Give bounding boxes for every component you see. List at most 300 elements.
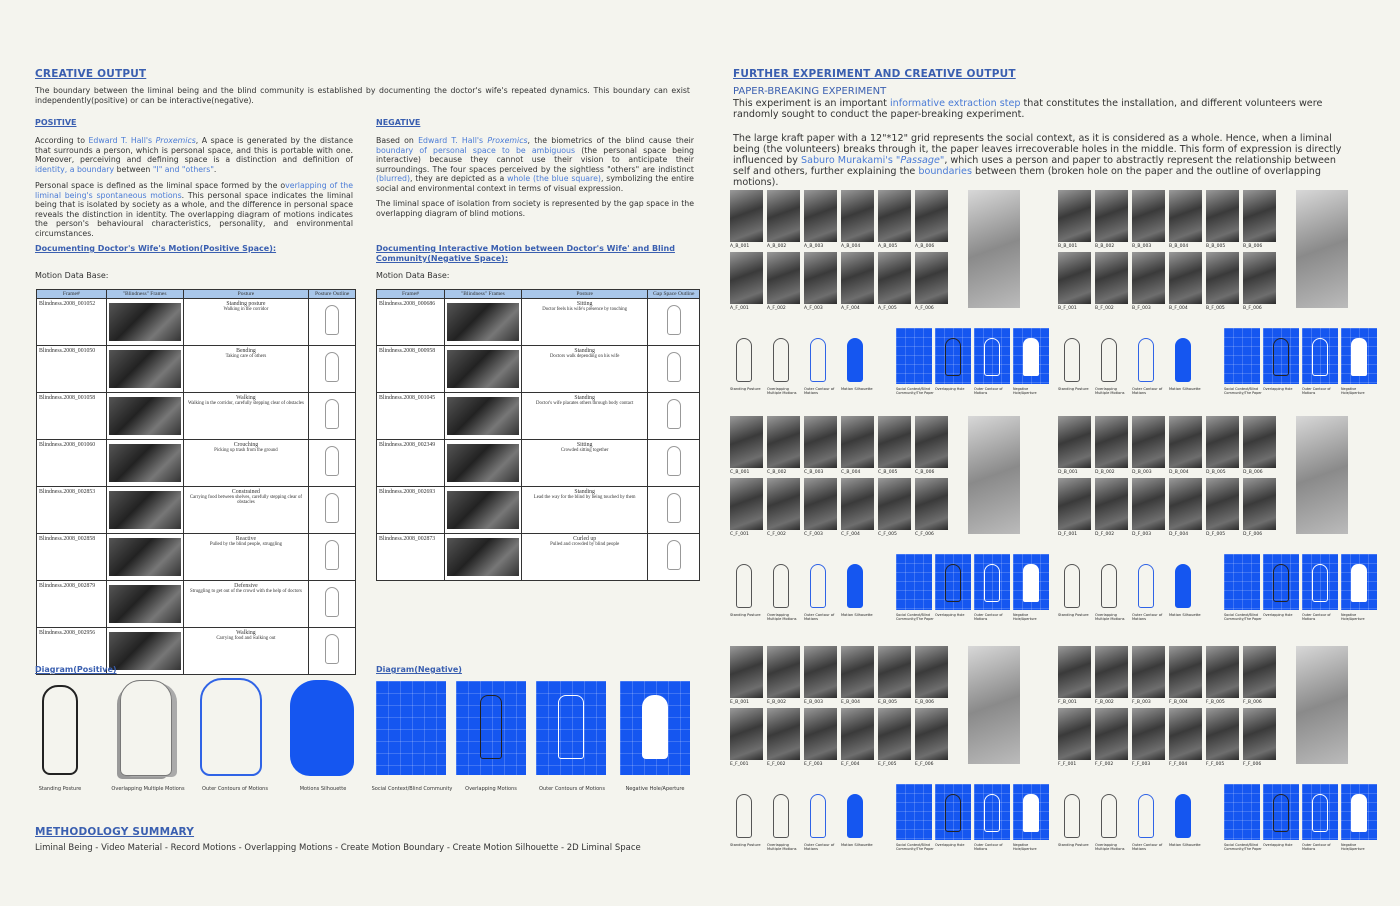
paper-grid-card <box>935 554 971 610</box>
photo-caption: E_B_001 <box>730 700 750 705</box>
motion-silhouette <box>1138 794 1154 838</box>
silhouette-caption: Standing Posture <box>1058 387 1089 391</box>
paper-breaking-subtitle: PAPER-BREAKING EXPERIMENT <box>733 86 887 97</box>
experiment-photo <box>878 478 911 530</box>
outline-cell <box>309 299 356 346</box>
experiment-photo <box>1243 646 1276 698</box>
photo-caption: B_F_004 <box>1169 306 1188 311</box>
experiment-photo <box>878 708 911 760</box>
motion-silhouette <box>1138 564 1154 608</box>
experiment-photo <box>1206 416 1239 468</box>
experiment-photo <box>1058 252 1091 304</box>
paper-card-caption: Overlapping Hole <box>1263 843 1293 847</box>
silhouette-caption: Outer Contour of Motions <box>1132 613 1163 621</box>
neg-diag-label-social: Social Context/Blind Community <box>371 786 453 792</box>
posture-cell: Walking Walking in the corridor, carefully stepping clear of obstacles <box>183 393 309 440</box>
photo-caption: D_F_003 <box>1132 532 1152 537</box>
paper-card-caption: Negative Hole/Aperture <box>1013 843 1037 851</box>
experiment-photo <box>1095 252 1128 304</box>
photo-caption: D_F_004 <box>1169 532 1189 537</box>
photo-caption: B_B_004 <box>1169 244 1189 249</box>
motion-silhouette <box>736 564 752 608</box>
overlapped-photo <box>1296 416 1348 534</box>
photo-caption: A_B_001 <box>730 244 750 249</box>
frame-id: Blindness.2008_002956 <box>37 628 107 675</box>
outline-cell <box>309 581 356 628</box>
experiment-photo <box>767 646 800 698</box>
experiment-photo <box>1206 478 1239 530</box>
paper-card-caption: Outer Contour of Motions <box>1302 843 1331 851</box>
photo-caption: D_F_001 <box>1058 532 1078 537</box>
silhouette-caption: Motion Silhouette <box>841 613 873 617</box>
experiment-photo <box>915 190 948 242</box>
silhouette-caption: Overlapping Multiple Motions <box>767 387 797 395</box>
photo-caption: B_B_005 <box>1206 244 1226 249</box>
photo-caption: E_F_001 <box>730 762 749 767</box>
photo-caption: D_B_005 <box>1206 470 1226 475</box>
silhouette-caption: Outer Contour of Motions <box>804 387 835 395</box>
paper-card-caption: Negative Hole/Aperture <box>1341 843 1365 851</box>
overlapped-photo <box>968 416 1020 534</box>
frame-id: Blindness.2008_002693 <box>377 487 445 534</box>
silhouette-caption: Overlapping Multiple Motions <box>767 843 797 851</box>
overlapping-motions-outline <box>120 680 172 776</box>
neg-diag-label-outer: Outer Contours of Motions <box>539 786 605 792</box>
photo-caption: B_F_002 <box>1095 306 1114 311</box>
photo-caption: C_F_001 <box>730 532 749 537</box>
photo-caption: F_B_001 <box>1058 700 1077 705</box>
outline-cell <box>309 346 356 393</box>
silhouette-caption: Overlapping Multiple Motions <box>1095 843 1125 851</box>
experiment-photo <box>1058 646 1091 698</box>
motion-silhouette <box>810 338 826 382</box>
positive-paragraph-2: Personal space is defined as the liminal space formed by the overlapping of the liminal being's spontaneous motions. This personal space indicates the liminal being that is isolated by society as a whole, and the difference in personal space reveals the distinction in identity. The overlapping diagram of motions indicates the person's behavioural characteristics, personality, and environmental circumstances. <box>35 181 353 238</box>
experiment-photo <box>804 478 837 530</box>
experiment-photo <box>841 708 874 760</box>
experiment-photo <box>804 252 837 304</box>
negative-hole-card <box>620 681 690 775</box>
table-row <box>377 440 700 487</box>
neg-diag-label-hole: Negative Hole/Aperture <box>625 786 685 792</box>
photo-caption: F_B_006 <box>1243 700 1262 705</box>
experiment-photo <box>804 708 837 760</box>
experiment-paragraph-1: This experiment is an important informative extraction step that constitutes the installation, and different volunteers were randomly sought to conduct the paper-breaking experiment. <box>733 98 1323 120</box>
experiment-photo <box>841 646 874 698</box>
photo-caption: E_B_006 <box>915 700 935 705</box>
photo-caption: D_B_002 <box>1095 470 1115 475</box>
posture-cell: Sitting Crowded sitting together <box>521 440 648 487</box>
paper-card-caption: Outer Contour of Motions <box>1302 387 1331 395</box>
experiment-photo <box>841 190 874 242</box>
experiment-photo <box>1243 478 1276 530</box>
diag-label-outer: Outer Contours of Motions <box>202 786 268 792</box>
experiment-photo <box>1132 646 1165 698</box>
negative-paragraph-2: The liminal space of isolation from society is represented by the gap space in the overlapping diagram of blind motions. <box>376 199 694 218</box>
outline-cell <box>648 534 700 581</box>
outline-cell <box>309 628 356 675</box>
th-frames: "Blindness" Frames <box>106 290 183 299</box>
motion-silhouette <box>847 564 863 608</box>
silhouette-caption: Motion Silhouette <box>1169 843 1201 847</box>
negative-heading: NEGATIVE <box>376 118 421 127</box>
motion-silhouette <box>810 794 826 838</box>
experiment-photo <box>1132 708 1165 760</box>
paper-grid-card <box>1013 328 1049 384</box>
frame-id: Blindness.2008_001050 <box>37 346 107 393</box>
frame-thumbnail <box>444 393 521 440</box>
frame-thumbnail <box>106 346 183 393</box>
paper-card-caption: Outer Contour of Motions <box>974 843 1003 851</box>
experiment-photo <box>730 708 763 760</box>
paper-card-caption: Negative Hole/Aperture <box>1341 613 1365 621</box>
experiment-photo <box>1169 252 1202 304</box>
paper-grid-card <box>896 328 932 384</box>
experiment-photo <box>730 252 763 304</box>
paper-grid-card <box>1302 328 1338 384</box>
photo-caption: C_F_005 <box>878 532 897 537</box>
outline-cell <box>648 393 700 440</box>
frame-id: Blindness.2008_002873 <box>377 534 445 581</box>
photo-caption: D_B_001 <box>1058 470 1078 475</box>
experiment-photo <box>878 190 911 242</box>
photo-caption: E_B_004 <box>841 700 861 705</box>
experiment-photo <box>730 646 763 698</box>
silhouette-caption: Standing Posture <box>1058 843 1089 847</box>
frame-id: Blindness.2008_002879 <box>37 581 107 628</box>
photo-caption: D_B_003 <box>1132 470 1152 475</box>
experiment-photo <box>1243 190 1276 242</box>
frame-thumbnail <box>106 534 183 581</box>
experiment-photo <box>1169 190 1202 242</box>
motion-silhouette <box>1101 564 1117 608</box>
paper-card-caption: Overlapping Hole <box>1263 613 1293 617</box>
paper-card-caption: Social Context/Blind Community/The Paper <box>1224 843 1262 851</box>
experiment-photo <box>1132 190 1165 242</box>
silhouette-caption: Motion Silhouette <box>841 843 873 847</box>
photo-caption: C_B_005 <box>878 470 898 475</box>
experiment-photo <box>1095 708 1128 760</box>
experiment-photo <box>767 252 800 304</box>
photo-caption: F_F_006 <box>1243 762 1262 767</box>
frame-thumbnail <box>444 346 521 393</box>
diag-label-overlapping: Overlapping Multiple Motions <box>111 786 185 792</box>
paper-grid-card <box>1341 328 1377 384</box>
experiment-photo <box>1058 416 1091 468</box>
th-posture: Posture <box>183 290 309 299</box>
overlapped-photo <box>968 646 1020 764</box>
paper-card-caption: Negative Hole/Aperture <box>1013 387 1037 395</box>
experiment-photo <box>1206 190 1239 242</box>
experiment-photo <box>1243 708 1276 760</box>
photo-caption: F_F_005 <box>1206 762 1225 767</box>
positive-motion-table <box>36 289 356 675</box>
motion-silhouette <box>1175 338 1191 382</box>
further-experiment-title: FURTHER EXPERIMENT AND CREATIVE OUTPUT <box>733 68 1016 80</box>
social-context-card <box>376 681 446 775</box>
diagram-negative-heading: Diagram(Negative) <box>376 665 462 674</box>
photo-caption: A_F_001 <box>730 306 749 311</box>
experiment-photo <box>767 416 800 468</box>
photo-caption: F_B_002 <box>1095 700 1114 705</box>
frame-thumbnail <box>106 440 183 487</box>
photo-caption: C_F_002 <box>767 532 786 537</box>
frame-id: Blindness.2008_000958 <box>377 346 445 393</box>
photo-caption: D_F_002 <box>1095 532 1115 537</box>
photo-caption: F_F_004 <box>1169 762 1188 767</box>
experiment-photo <box>1132 416 1165 468</box>
posture-cell: Standing posture Walking in the corridor <box>183 299 309 346</box>
paper-grid-card <box>974 784 1010 840</box>
experiment-photo <box>878 252 911 304</box>
photo-caption: E_B_002 <box>767 700 787 705</box>
experiment-photo <box>1206 646 1239 698</box>
posture-cell: Defensive Struggling to get out of the crowd with the help of doctors <box>183 581 309 628</box>
paper-card-caption: Social Context/Blind Community/The Paper <box>1224 613 1262 621</box>
silhouette-caption: Motion Silhouette <box>841 387 873 391</box>
photo-caption: D_F_006 <box>1243 532 1263 537</box>
frame-thumbnail <box>106 581 183 628</box>
th-frame: Frame# <box>377 290 445 299</box>
experiment-photo <box>767 478 800 530</box>
photo-caption: B_B_001 <box>1058 244 1078 249</box>
table-row <box>37 440 356 487</box>
experiment-photo <box>767 190 800 242</box>
experiment-photo <box>1058 478 1091 530</box>
posture-cell: Curled up Pulled and crowded by blind people <box>521 534 648 581</box>
frame-thumbnail <box>106 299 183 346</box>
frame-thumbnail <box>444 487 521 534</box>
photo-caption: C_B_001 <box>730 470 750 475</box>
experiment-photo <box>730 190 763 242</box>
paper-grid-card <box>1341 554 1377 610</box>
frame-thumbnail <box>444 299 521 346</box>
paper-card-caption: Overlapping Hole <box>935 387 965 391</box>
paper-card-caption: Outer Contour of Motions <box>974 387 1003 395</box>
paper-grid-card <box>935 784 971 840</box>
motion-silhouette <box>1064 564 1080 608</box>
silhouette-caption: Overlapping Multiple Motions <box>767 613 797 621</box>
outline-cell <box>648 440 700 487</box>
posture-cell: Sitting Doctor feels his wife's presence by touching <box>521 299 648 346</box>
paper-grid-card <box>1302 784 1338 840</box>
photo-caption: C_B_002 <box>767 470 787 475</box>
th-frame: Frame# <box>37 290 107 299</box>
diag-label-standing: Standing Posture <box>38 786 82 792</box>
frame-id: Blindness.2008_001052 <box>37 299 107 346</box>
experiment-photo <box>804 416 837 468</box>
overlapping-motions-card <box>456 681 526 775</box>
photo-caption: C_B_004 <box>841 470 861 475</box>
motion-silhouette <box>773 794 789 838</box>
experiment-photo <box>915 646 948 698</box>
paper-card-caption: Social Context/Blind Community/The Paper <box>1224 387 1262 395</box>
paper-grid-card <box>1013 784 1049 840</box>
frame-thumbnail <box>106 487 183 534</box>
overlapped-photo <box>1296 646 1348 764</box>
th-frames: "Blindness" Frames <box>444 290 521 299</box>
paper-card-caption: Social Context/Blind Community/The Paper <box>896 613 934 621</box>
silhouette-caption: Standing Posture <box>730 843 761 847</box>
posture-cell: Standing Lead the way for the blind by being touched by them <box>521 487 648 534</box>
experiment-photo <box>1132 252 1165 304</box>
experiment-photo <box>1095 478 1128 530</box>
outline-cell <box>309 487 356 534</box>
experiment-photo <box>804 190 837 242</box>
experiment-photo <box>1243 416 1276 468</box>
methodology-title: METHODOLOGY SUMMARY <box>35 826 195 838</box>
table-row <box>377 299 700 346</box>
photo-caption: A_F_006 <box>915 306 934 311</box>
table-row <box>37 346 356 393</box>
experiment-photo <box>1095 416 1128 468</box>
paper-card-caption: Overlapping Hole <box>935 843 965 847</box>
positive-paragraph-1: According to Edward T. Hall's Proxemics, A space is generated by the distance that surrounds a person, which is personal space, and this is portable with one. Moreover, perceiving and defining space is a distinction and definition of identity, a boundary between "I" and "others". <box>35 136 354 174</box>
photo-caption: F_F_002 <box>1095 762 1114 767</box>
frame-thumbnail <box>444 534 521 581</box>
photo-caption: A_B_002 <box>767 244 787 249</box>
experiment-photo <box>915 478 948 530</box>
motion-silhouette <box>847 794 863 838</box>
motion-silhouette <box>847 338 863 382</box>
motion-silhouette <box>1138 338 1154 382</box>
positive-motion-db-label: Motion Data Base: <box>35 271 109 280</box>
table-row <box>377 487 700 534</box>
paper-grid-card <box>1224 554 1260 610</box>
table-row <box>37 534 356 581</box>
motion-silhouette <box>736 338 752 382</box>
photo-caption: F_B_004 <box>1169 700 1188 705</box>
paper-grid-card <box>1263 784 1299 840</box>
motion-silhouette <box>1175 794 1191 838</box>
table-row <box>377 534 700 581</box>
photo-caption: C_B_006 <box>915 470 935 475</box>
frame-id: Blindness.2008_002858 <box>37 534 107 581</box>
diag-label-silhouette: Motions Silhouette <box>299 786 347 792</box>
posture-cell: Walking Carrying food and walking out <box>183 628 309 675</box>
silhouette-caption: Outer Contour of Motions <box>804 613 835 621</box>
silhouette-caption: Overlapping Multiple Motions <box>1095 387 1125 395</box>
photo-caption: D_F_005 <box>1206 532 1226 537</box>
photo-caption: B_B_006 <box>1243 244 1263 249</box>
experiment-photo <box>1132 478 1165 530</box>
experiment-photo <box>1169 416 1202 468</box>
experiment-photo <box>841 252 874 304</box>
photo-caption: C_F_003 <box>804 532 823 537</box>
experiment-photo <box>878 416 911 468</box>
frame-id: Blindness.2008_001058 <box>37 393 107 440</box>
negative-motion-db-label: Motion Data Base: <box>376 271 450 280</box>
photo-caption: B_B_002 <box>1095 244 1115 249</box>
paper-grid-card <box>1013 554 1049 610</box>
experiment-photo <box>841 416 874 468</box>
overlapped-photo <box>1296 190 1348 308</box>
paper-grid-card <box>974 328 1010 384</box>
photo-caption: D_B_006 <box>1243 470 1263 475</box>
creative-output-intro: The boundary between the liminal being and the blind community is established by documenting the doctor's wife's repeated dynamics. This boundary can exist independently(positive) or can be interactive(negative). <box>35 86 690 105</box>
motions-silhouette <box>290 680 354 776</box>
photo-caption: A_B_006 <box>915 244 935 249</box>
silhouette-caption: Outer Contour of Motions <box>804 843 835 851</box>
neg-diag-label-overlapping: Overlapping Motions <box>465 786 517 792</box>
experiment-photo <box>1169 708 1202 760</box>
experiment-photo <box>767 708 800 760</box>
frame-thumbnail <box>106 393 183 440</box>
photo-caption: A_B_003 <box>804 244 824 249</box>
paper-grid-card <box>935 328 971 384</box>
frame-id: Blindness.2008_002853 <box>37 487 107 534</box>
experiment-photo <box>1095 190 1128 242</box>
experiment-photo <box>1243 252 1276 304</box>
table-row <box>37 487 356 534</box>
photo-caption: A_F_005 <box>878 306 897 311</box>
photo-caption: F_F_003 <box>1132 762 1151 767</box>
experiment-photo <box>1095 646 1128 698</box>
outline-cell <box>648 346 700 393</box>
photo-caption: C_F_006 <box>915 532 934 537</box>
photo-caption: B_F_003 <box>1132 306 1151 311</box>
table-row <box>377 346 700 393</box>
diagram-positive-heading: Diagram(Positive) <box>35 665 117 674</box>
paper-card-caption: Negative Hole/Aperture <box>1013 613 1037 621</box>
photo-caption: A_F_003 <box>804 306 823 311</box>
paper-grid-card <box>1224 328 1260 384</box>
paper-grid-card <box>1263 328 1299 384</box>
experiment-photo <box>1206 252 1239 304</box>
negative-paragraph-1: Based on Edward T. Hall's Proxemics, the biometrics of the blind cause their boundary of personal space to be ambiguous (the personal space being interactive) because they cannot use their vision to anticipate their surroundings. The four spaces perceived by the sightless "others" are indistinct (blurred), they are depicted as a whole (the blue square), symbolizing the entire social and environmental context in terms of visual expression. <box>376 136 694 193</box>
th-outline: Posture Outline <box>309 290 356 299</box>
motion-silhouette <box>1175 564 1191 608</box>
outline-cell <box>309 534 356 581</box>
photo-caption: B_F_006 <box>1243 306 1262 311</box>
motion-silhouette <box>1064 338 1080 382</box>
positive-doc-heading: Documenting Doctor's Wife's Motion(Positive Space): <box>35 244 277 253</box>
silhouette-caption: Outer Contour of Motions <box>1132 843 1163 851</box>
silhouette-caption: Outer Contour of Motions <box>1132 387 1163 395</box>
negative-doc-heading: Documenting Interactive Motion between Doctor's Wife' and Blind Community(Negative Space): <box>376 244 675 263</box>
photo-caption: A_B_005 <box>878 244 898 249</box>
motion-silhouette <box>1101 794 1117 838</box>
photo-caption: D_B_004 <box>1169 470 1189 475</box>
outer-contours-card <box>536 681 606 775</box>
standing-posture-outline <box>42 685 78 775</box>
paper-grid-card <box>974 554 1010 610</box>
motion-silhouette <box>736 794 752 838</box>
paper-grid-card <box>1341 784 1377 840</box>
outline-cell <box>648 299 700 346</box>
methodology-text: Liminal Being - Video Material - Record Motions - Overlapping Motions - Create Motion Boundary - Create Motion Silhouette - 2D Liminal Space <box>35 843 641 853</box>
photo-caption: B_F_001 <box>1058 306 1077 311</box>
paper-card-caption: Outer Contour of Motions <box>1302 613 1331 621</box>
experiment-photo <box>915 416 948 468</box>
paper-grid-card <box>1302 554 1338 610</box>
silhouette-caption: Motion Silhouette <box>1169 613 1201 617</box>
photo-caption: F_B_005 <box>1206 700 1225 705</box>
photo-caption: C_F_004 <box>841 532 860 537</box>
frame-id: Blindness.2008_000686 <box>377 299 445 346</box>
posture-cell: Standing Doctor's wife placates others through body contact <box>521 393 648 440</box>
table-row <box>37 581 356 628</box>
motion-silhouette <box>1064 794 1080 838</box>
frame-id: Blindness.2008_001060 <box>37 440 107 487</box>
experiment-photo <box>1206 708 1239 760</box>
photo-caption: E_F_005 <box>878 762 897 767</box>
outer-contours-outline <box>200 678 262 776</box>
photo-caption: A_B_004 <box>841 244 861 249</box>
experiment-photo <box>730 478 763 530</box>
paper-card-caption: Overlapping Hole <box>935 613 965 617</box>
silhouette-caption: Overlapping Multiple Motions <box>1095 613 1125 621</box>
photo-caption: E_F_003 <box>804 762 823 767</box>
